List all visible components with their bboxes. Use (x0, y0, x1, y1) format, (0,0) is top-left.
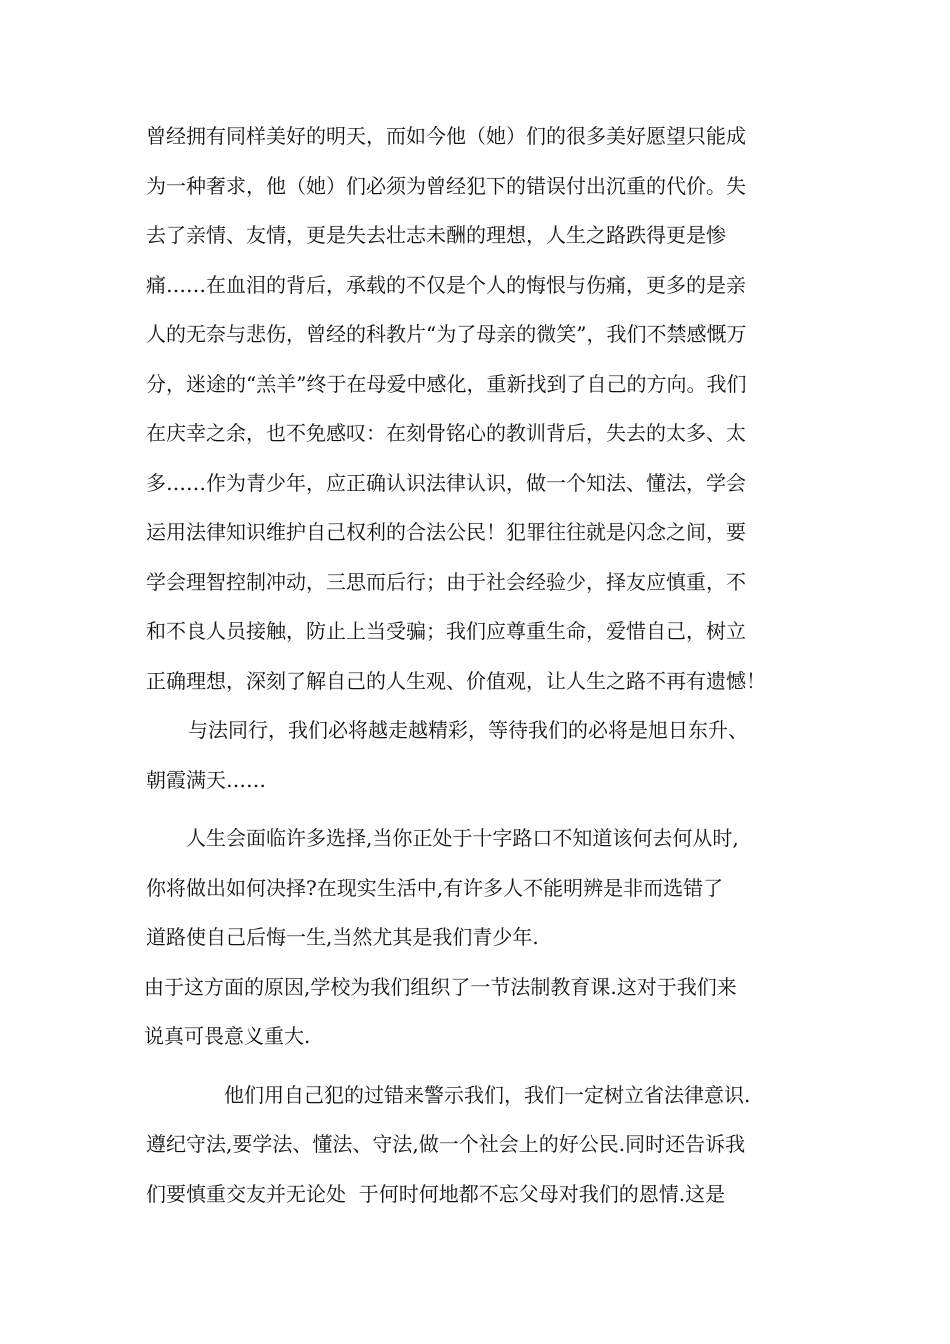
text-line: 人的无奈与悲伤，曾经的科教片“为了母亲的微笑”，我们不禁感慨万 (146, 322, 747, 346)
text-line: 与法同行，我们必将越走越精彩，等待我们的必将是旭日东升、 (188, 718, 748, 742)
text-line: 痛……在血泪的背后，承载的不仅是个人的悔恨与伤痛，更多的是亲 (146, 272, 746, 297)
text-line: 去了亲情、友情，更是失去壮志未酬的理想，人生之路跌得更是惨 (146, 223, 726, 247)
paragraph-gap (146, 1062, 816, 1071)
document-body (146, 112, 816, 1219)
text-line: 遵纪守法,要学法、懂法、守法,做一个社会上的好公民.同时还告诉我 (146, 1132, 746, 1156)
text-line: 分，迷途的“羔羊”终于在母爱中感化，重新找到了自己的方向。我们 (146, 371, 747, 396)
text-line: 说真可畏意义重大. (144, 1024, 311, 1048)
text-line: 们要慎重交友并无论处 于何时何地都不忘父母对我们的恩情.这是 (146, 1181, 726, 1206)
paragraph-gap (146, 805, 816, 814)
paragraph-2 (146, 706, 816, 805)
paragraph-3 (146, 814, 816, 963)
paragraph-5 (146, 1071, 816, 1220)
paragraph-4 (144, 963, 816, 1062)
text-line: 为一种奢求，他（她）们必须为曾经犯下的错误付出沉重的代价。失 (146, 173, 746, 198)
text-line: 在庆幸之余，也不免感叹：在刻骨铭心的教训背后，失去的太多、太 (146, 421, 746, 445)
text-line: 你将做出如何决择?在现实生活中,有许多人不能明辨是非而选错了 (146, 875, 724, 900)
text-line: 道路使自己后悔一生,当然尤其是我们青少年. (146, 925, 539, 949)
text-line: 和不良人员接触，防止上当受骗；我们应尊重生命，爱惜自己，树立 (146, 619, 746, 643)
text-line: 由于这方面的原因,学校为我们组织了一节法制教育课.这对于我们来 (144, 974, 737, 999)
text-line: 多……作为青少年，应正确认识法律认识，做一个知法、懂法，学会 (146, 470, 746, 495)
text-line: 人生会面临许多选择,当你正处于十字路口不知道该何去何从时, (186, 826, 739, 850)
text-line: 学会理智控制冲动，三思而后行；由于社会经验少，择友应慎重，不 (146, 569, 746, 594)
paragraph-1 (146, 112, 816, 706)
text-line: 运用法律知识维护自己权利的合法公民！犯罪往往就是闪念之间，要 (146, 520, 746, 544)
text-line: 曾经拥有同样美好的明天，而如今他（她）们的很多美好愿望只能成 (146, 124, 746, 148)
text-line: 朝霞满天…… (146, 767, 266, 792)
text-line: 正确理想，深刻了解自己的人生观、价值观，让人生之路不再有遗憾！ (146, 668, 766, 693)
text-line: 他们用自己犯的过错来警示我们，我们一定树立省法律意识. (224, 1082, 751, 1107)
